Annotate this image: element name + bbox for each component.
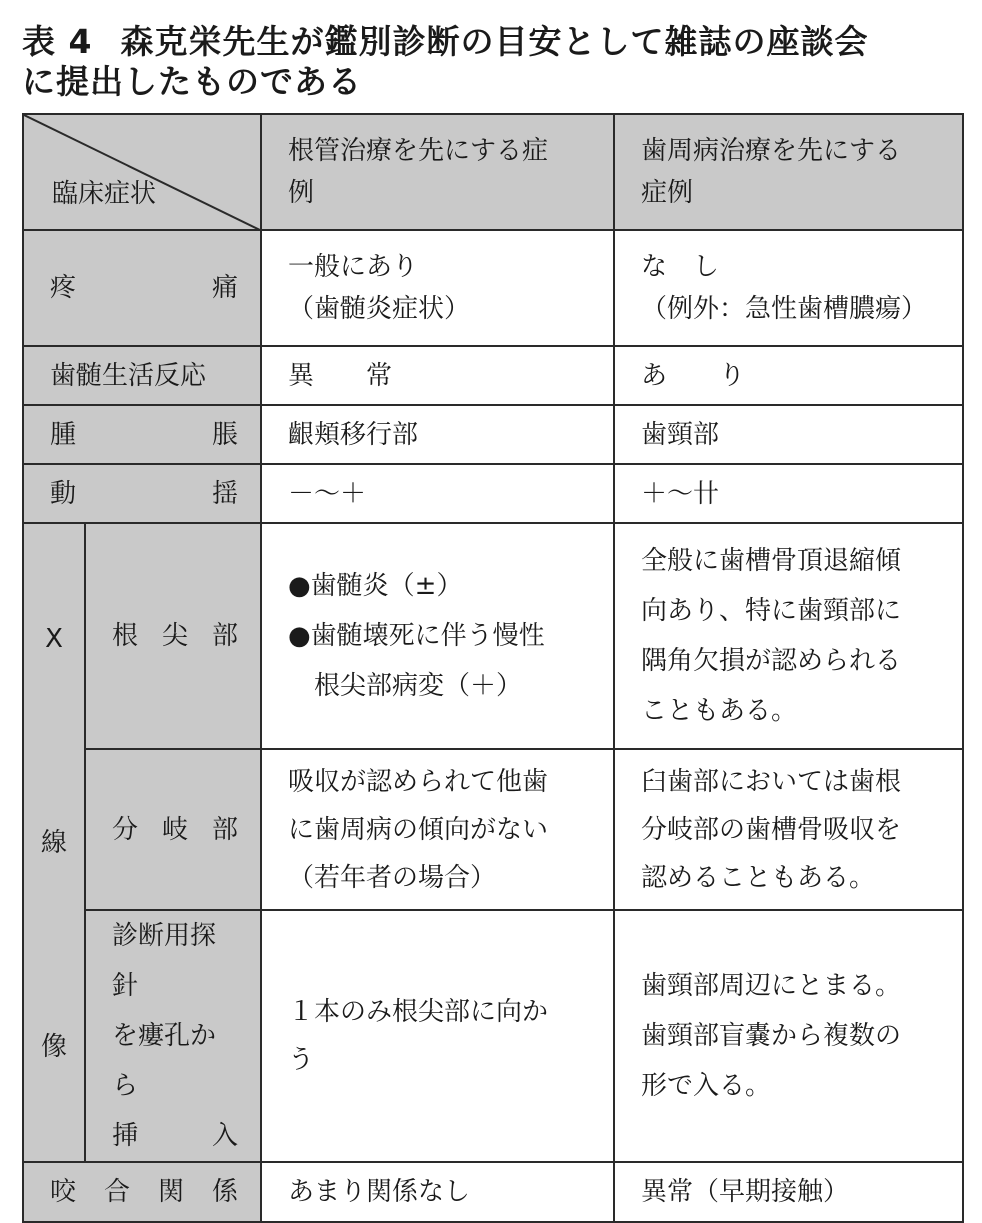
diagnosis-table	[22, 113, 964, 1223]
pain-root-canal-cell: 一般にあり （歯髄炎症状）	[261, 230, 614, 346]
table-row	[23, 464, 963, 523]
row-label-apex: 根 尖 部	[85, 523, 261, 749]
occlusion-periodontal-cell: 異常（早期接触）	[614, 1162, 963, 1222]
table-row	[23, 405, 963, 464]
table-row	[23, 346, 963, 405]
row-label-probe: 診断用探針 を瘻孔から 挿 入	[85, 910, 261, 1162]
table-row	[23, 230, 963, 346]
mobility-periodontal-cell: ＋～卄	[614, 464, 963, 523]
furcation-root-canal-cell: 吸収が認められて他歯 に歯周病の傾向がない （若年者の場合）	[261, 749, 614, 910]
row-label-swelling: 腫 脹	[23, 405, 261, 464]
row-label-occlusion: 咬 合 関 係	[23, 1162, 261, 1222]
table-title	[22, 22, 868, 102]
swelling-root-canal-cell: 齦頬移行部	[261, 405, 614, 464]
title-line-2: に提出したものである	[22, 62, 362, 101]
header-root-canal-first: 根管治療を先にする症 例	[261, 114, 614, 230]
row-label-xray: X 線 像	[23, 523, 85, 1162]
table-row	[23, 1162, 963, 1222]
corner-label: 臨床症状	[52, 179, 157, 209]
corner-header-cell	[23, 114, 261, 230]
mobility-root-canal-cell: －～＋	[261, 464, 614, 523]
row-label-pain: 疼 痛	[23, 230, 261, 346]
apex-root-canal-cell: ●歯髄炎（±） ●歯髄壊死に伴う慢性 根尖部病変（＋）	[261, 523, 614, 749]
probe-root-canal-cell: １本のみ根尖部に向か う	[261, 910, 614, 1162]
pain-periodontal-cell: な し （例外：急性歯槽膿瘍）	[614, 230, 963, 346]
header-periodontal-first: 歯周病治療を先にする 症例	[614, 114, 963, 230]
table-row	[23, 910, 963, 1162]
header-row	[23, 114, 963, 230]
vitality-periodontal-cell: あ り	[614, 346, 963, 405]
row-label-vitality: 歯髄生活反応	[23, 346, 261, 405]
swelling-periodontal-cell: 歯頸部	[614, 405, 963, 464]
occlusion-root-canal-cell: あまり関係なし	[261, 1162, 614, 1222]
probe-periodontal-cell: 歯頸部周辺にとまる。 歯頸部盲嚢から複数の 形で入る。	[614, 910, 963, 1162]
table-row	[23, 749, 963, 910]
row-label-furcation: 分 岐 部	[85, 749, 261, 910]
apex-periodontal-cell: 全般に歯槽骨頂退縮傾 向あり、特に歯頸部に 隅角欠損が認められる こともある。	[614, 523, 963, 749]
title-line-1: 表 4 森克栄先生が鑑別診断の目安として雑誌の座談会	[22, 22, 869, 61]
row-label-mobility: 動 揺	[23, 464, 261, 523]
vitality-root-canal-cell: 異 常	[261, 346, 614, 405]
table-number: 表 4	[22, 22, 93, 61]
table-row	[23, 523, 963, 749]
furcation-periodontal-cell: 臼歯部においては歯根 分岐部の歯槽骨吸収を 認めることもある。	[614, 749, 963, 910]
